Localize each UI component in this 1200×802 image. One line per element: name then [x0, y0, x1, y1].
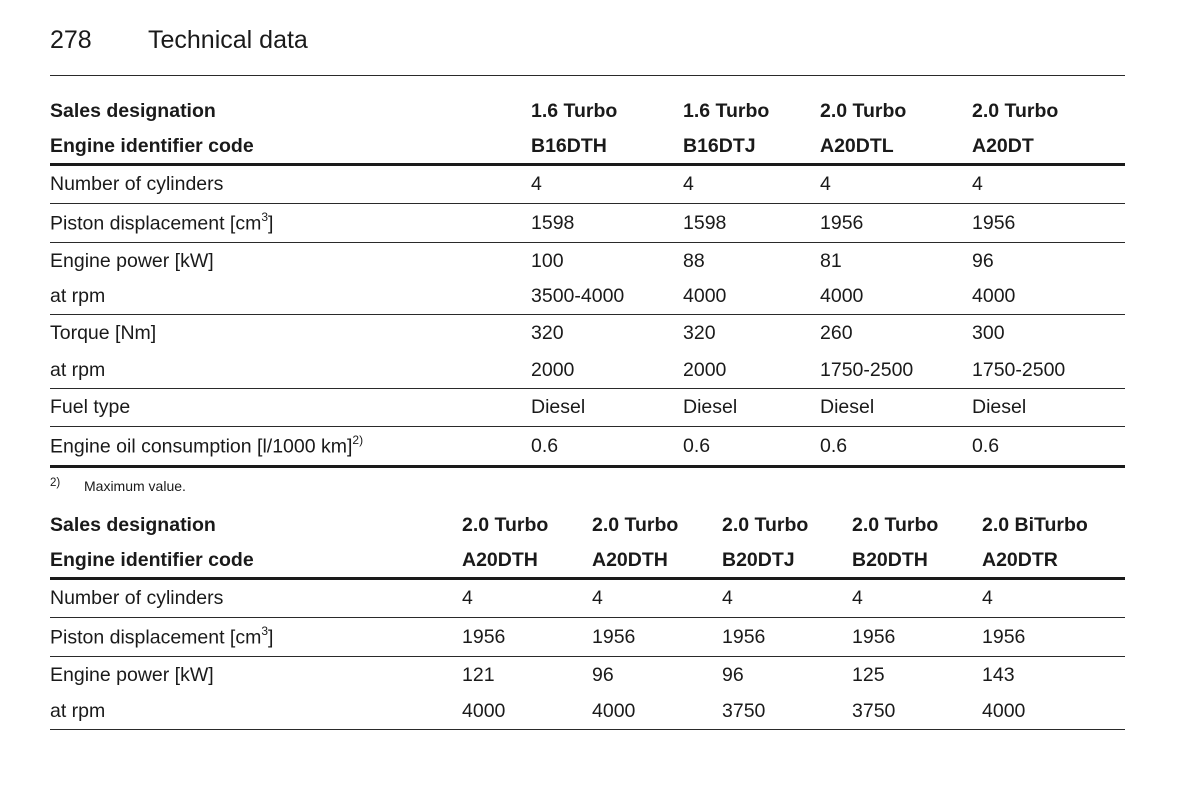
- row-label-text: Number of cylinders: [50, 173, 224, 195]
- table-header-row: [50, 543, 1125, 580]
- value-cell: 4: [820, 173, 831, 195]
- row-label-text: Engine identifier code: [50, 134, 254, 157]
- row-label: [50, 396, 531, 419]
- column-header-cell: A20DT: [972, 134, 1034, 157]
- value-cell: 300: [972, 322, 1005, 344]
- row-label-text: Engine power [kW]: [50, 663, 214, 686]
- table-header-row: [50, 94, 1125, 129]
- value-cell: 4: [972, 173, 983, 195]
- column-header-cell: A20DTH: [462, 548, 538, 571]
- column-header-cell: 2.0 Turbo: [592, 514, 679, 536]
- value-cell: 3500-4000: [531, 285, 625, 307]
- column-header-cell: B16DTJ: [683, 134, 756, 157]
- value-cell: 96: [972, 249, 994, 272]
- row-label: [50, 549, 462, 572]
- table-row: [50, 657, 1125, 693]
- value-cell: 4000: [462, 699, 506, 722]
- value-cell: Diesel: [683, 396, 738, 418]
- value-cell: 4: [852, 587, 863, 609]
- column-header-cell: A20DTL: [820, 134, 894, 157]
- label-suffix: ]: [268, 626, 274, 649]
- row-label-text: Piston displacement [cm: [50, 212, 262, 235]
- table-row: [50, 204, 1125, 243]
- row-label-text: Engine power [kW]: [50, 249, 214, 272]
- table-row: [50, 315, 1125, 352]
- column-header-cell: 2.0 Turbo: [462, 514, 549, 536]
- row-label: [50, 664, 462, 687]
- table-row: [50, 618, 1125, 657]
- value-cell: 1598: [683, 211, 727, 234]
- row-label: [50, 211, 531, 236]
- value-cell: 121: [462, 663, 495, 686]
- value-cell: 96: [592, 663, 614, 686]
- value-cell: 1598: [531, 211, 575, 234]
- row-label-text: at rpm: [50, 358, 106, 381]
- value-cell: 0.6: [531, 434, 559, 457]
- row-label-text: Fuel type: [50, 396, 131, 418]
- page-title: Technical data: [148, 26, 308, 54]
- row-label-text: Engine identifier code: [50, 548, 254, 571]
- value-cell: 1956: [820, 211, 864, 234]
- engine-spec-table-2: [50, 508, 1125, 730]
- value-cell: 1956: [722, 625, 766, 648]
- value-cell: 125: [852, 663, 885, 686]
- value-cell: 143: [982, 663, 1015, 686]
- value-cell: 96: [722, 663, 744, 686]
- label-superscript: 3: [261, 623, 269, 638]
- value-cell: 1956: [972, 211, 1016, 234]
- table-row: [50, 243, 1125, 279]
- row-label: [50, 322, 531, 345]
- column-header-cell: 2.0 Turbo: [852, 514, 939, 536]
- column-header-cell: 1.6 Turbo: [683, 100, 770, 122]
- table-row: [50, 279, 1125, 315]
- header-divider: [50, 75, 1125, 76]
- column-header-cell: 1.6 Turbo: [531, 100, 618, 122]
- column-header-cell: 2.0 Turbo: [820, 100, 907, 122]
- value-cell: Diesel: [820, 396, 875, 418]
- value-cell: 1956: [982, 625, 1026, 648]
- table-row: [50, 580, 1125, 618]
- row-label-text: Engine oil consumption [l/1000 km]: [50, 435, 353, 458]
- value-cell: 1750-2500: [820, 358, 914, 381]
- table-header-row: [50, 129, 1125, 166]
- row-label: [50, 359, 531, 382]
- value-cell: 3750: [852, 699, 896, 722]
- column-header-cell: 2.0 Turbo: [972, 100, 1059, 122]
- table-row: [50, 352, 1125, 389]
- row-label: [50, 100, 531, 123]
- value-cell: Diesel: [972, 396, 1027, 418]
- value-cell: 1956: [462, 625, 506, 648]
- column-header-cell: 2.0 BiTurbo: [982, 514, 1088, 536]
- row-label: [50, 700, 462, 723]
- label-superscript: 2): [352, 432, 364, 447]
- row-label: [50, 135, 531, 158]
- page-header: [50, 24, 1125, 76]
- row-label: [50, 514, 462, 537]
- table-row: [50, 166, 1125, 204]
- row-label-text: Torque [Nm]: [50, 322, 157, 344]
- page-number: 278: [50, 26, 92, 54]
- footnote-text: Maximum value.: [84, 478, 186, 494]
- row-label-text: Sales designation: [50, 100, 216, 122]
- value-cell: 2000: [683, 358, 727, 381]
- value-cell: 1750-2500: [972, 358, 1066, 381]
- value-cell: 4: [531, 173, 542, 195]
- value-cell: 1956: [852, 625, 896, 648]
- row-label-text: at rpm: [50, 699, 106, 722]
- value-cell: 2000: [531, 358, 575, 381]
- row-label: [50, 625, 462, 650]
- value-cell: 1956: [592, 625, 636, 648]
- value-cell: 3750: [722, 699, 766, 722]
- value-cell: Diesel: [531, 396, 586, 418]
- engine-spec-table-1: [50, 94, 1125, 468]
- table-row: [50, 693, 1125, 730]
- value-cell: 4000: [972, 285, 1016, 307]
- label-suffix: ]: [268, 212, 274, 235]
- label-superscript: 3: [261, 209, 269, 224]
- row-label: [50, 434, 531, 459]
- value-cell: 0.6: [820, 434, 848, 457]
- row-label-text: Number of cylinders: [50, 587, 224, 609]
- table-header-row: [50, 508, 1125, 543]
- value-cell: 4: [982, 587, 993, 609]
- value-cell: 320: [531, 322, 564, 344]
- row-label-text: at rpm: [50, 285, 106, 307]
- column-header-cell: B20DTH: [852, 548, 928, 571]
- value-cell: 81: [820, 249, 842, 272]
- footnote: [50, 478, 186, 494]
- row-label-text: Piston displacement [cm: [50, 626, 262, 649]
- value-cell: 4000: [820, 285, 864, 307]
- value-cell: 100: [531, 249, 564, 272]
- value-cell: 4000: [683, 285, 727, 307]
- column-header-cell: A20DTR: [982, 548, 1058, 571]
- value-cell: 0.6: [972, 434, 1000, 457]
- row-label: [50, 587, 462, 610]
- row-label: [50, 250, 531, 273]
- value-cell: 4: [683, 173, 694, 195]
- table-row: [50, 389, 1125, 427]
- value-cell: 320: [683, 322, 716, 344]
- value-cell: 4: [592, 587, 603, 609]
- value-cell: 88: [683, 249, 705, 272]
- table-row: [50, 427, 1125, 468]
- value-cell: 260: [820, 322, 853, 344]
- column-header-cell: A20DTH: [592, 548, 668, 571]
- footnote-mark: 2): [50, 477, 61, 489]
- value-cell: 0.6: [683, 434, 711, 457]
- column-header-cell: B20DTJ: [722, 548, 795, 571]
- row-label: [50, 285, 531, 308]
- column-header-cell: B16DTH: [531, 134, 607, 157]
- value-cell: 4: [722, 587, 733, 609]
- row-label-text: Sales designation: [50, 514, 216, 536]
- value-cell: 4000: [982, 699, 1026, 722]
- column-header-cell: 2.0 Turbo: [722, 514, 809, 536]
- value-cell: 4000: [592, 699, 636, 722]
- row-label: [50, 173, 531, 196]
- value-cell: 4: [462, 587, 473, 609]
